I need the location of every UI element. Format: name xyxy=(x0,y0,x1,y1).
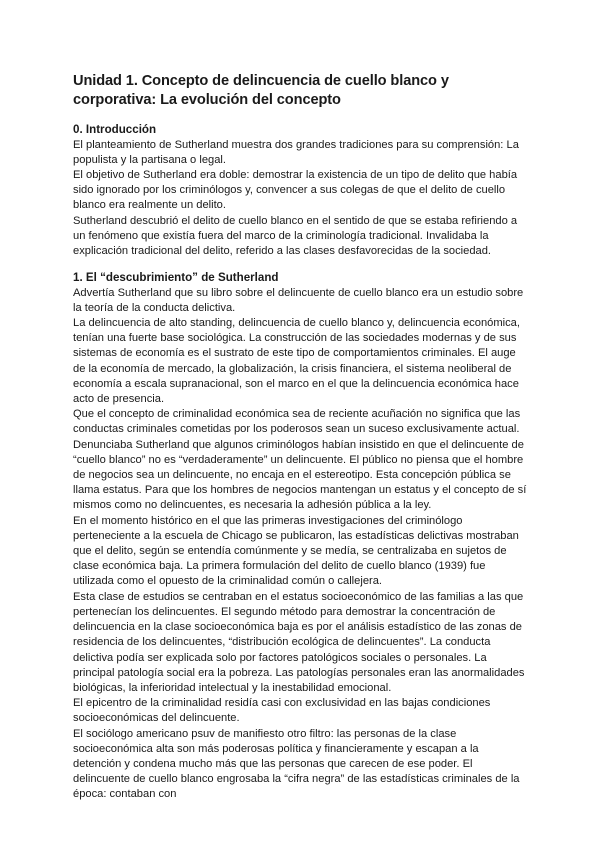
paragraph: El epicentro de la criminalidad residía casi con exclusividad en las bajas condiciones socioeconómicas del delincuente. xyxy=(73,697,491,725)
paragraph: En el momento histórico en el que las primeras investigaciones del criminólogo perteneciente a la escuela de Chicago se publicaron, las estadísticas delictivas mostraban que el delito, según se entendía comúnmente y se medía, se centralizaba en sujetos de clase económica baja. La primera formulación del delito de cuello blanco (1939) fue utilizada como el opuesto de la criminalidad común o callejera. xyxy=(73,514,519,588)
paragraph: Que el concepto de criminalidad económica sea de reciente acuñación no significa que las conductas criminales cometidas por los poderosos sean un suceso exclusivamente actual. xyxy=(73,408,521,436)
document-body xyxy=(73,72,528,803)
paragraph: El sociólogo americano psuv de manifiesto otro filtro: las personas de la clase socioeconómica alta son más poderosas política y financieramente y escapan a la detención y condena mucho más que las personas que carecen de ese poder. El delincuente de cuello blanco engrosaba la “cifra negra” de las estadísticas criminales de la época: contaban con xyxy=(73,727,520,801)
paragraph: El objetivo de Sutherland era doble: demostrar la existencia de un tipo de delito que había sido ignorado por los criminólogos y, convencer a sus colegas de que el delito de cuello blanco era realmente un delito. xyxy=(73,168,518,212)
paragraph: Esta clase de estudios se centraban en el estatus socioeconómico de las familias a las que pertenecían los delincuentes. El segundo método para demostrar la concentración de delincuencia en la clase socioeconómica baja es por el análisis estadístico de las zonas de residencia de los delincuentes, “distribución ecológica de delincuentes”. La conducta delictiva podía ser explicada solo por factores patológicos sociales o personales. La principal patología social era la pobreza. Las patologías personales eran las anormalidades biológicas, la inferioridad intelectual y la inestabilidad emocional. xyxy=(73,590,525,694)
section-introduccion xyxy=(73,123,528,259)
paragraph: El planteamiento de Sutherland muestra dos grandes tradiciones para su comprensión: La populista y la partisana o legal. xyxy=(73,138,519,166)
section-heading: 0. Introducción xyxy=(73,123,157,136)
section-descubrimiento xyxy=(73,271,528,802)
paragraph: La delincuencia de alto standing, delincuencia de cuello blanco y, delincuencia económica, tenían una fuerte base sociológica. La construcción de las sociedades modernas y de sus sistemas de economía es el sustrato de este tipo de comportamientos criminales. El auge de la economía de mercado, la globalización, la crisis financiera, el sistema neoliberal de economía a escala supranacional, son el marco en el que la delincuencia económica hace acto de presencia. xyxy=(73,317,520,406)
document-title: Unidad 1. Concepto de delincuencia de cuello blanco y corporativa: La evolución del concepto xyxy=(73,73,449,108)
paragraph: Sutherland descubrió el delito de cuello blanco en el sentido de que se estaba refiriendo a un fenómeno que existía fuera del marco de la criminología tradicional. Invalidaba la explicación tradicional del delito, referido a las clases desfavorecidas de la sociedad. xyxy=(73,214,518,257)
section-heading: 1. El “descubrimiento” de Sutherland xyxy=(73,271,279,285)
paragraph: Denunciaba Sutherland que algunos criminólogos habían insistido en que el delincuente de “cuello blanco” no es “verdaderamente” un delincuente. El público no piensa que el hombre de negocios sea un delincuente, no encaja en el estereotipo. Esta concepción pública se llama estatus. Para que los hombres de negocios mantengan un estatus y el concepto de sí mismos como no delincuentes, es necesaria la adhesión pública a la ley. xyxy=(73,438,527,512)
paragraph: Advertía Sutherland que su libro sobre el delincuente de cuello blanco era un estudio sobre la teoría de la conducta delictiva. xyxy=(73,286,524,314)
